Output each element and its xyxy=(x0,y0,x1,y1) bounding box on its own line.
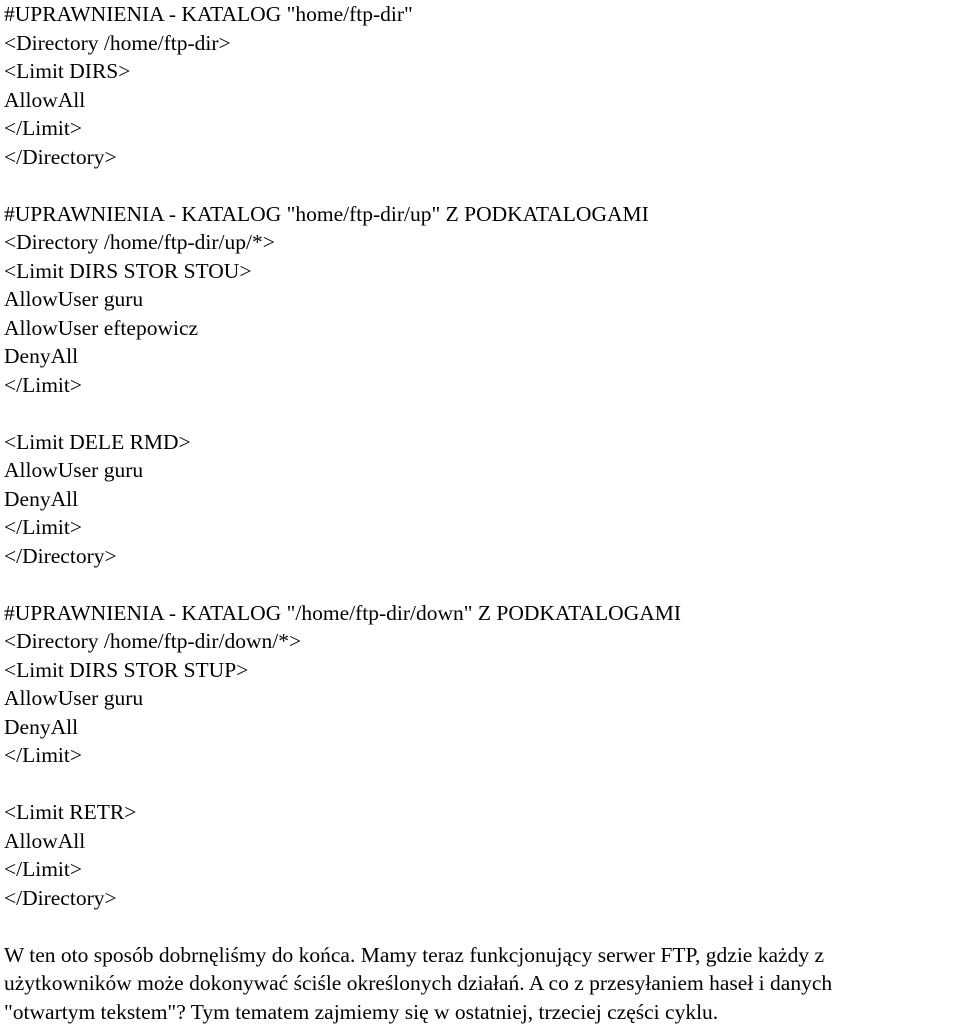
config-line: <Directory /home/ftp-dir/down/*> xyxy=(4,627,958,656)
config-line: <Limit DIRS STOR STUP> xyxy=(4,656,958,685)
config-line: <Limit DELE RMD> xyxy=(4,428,958,457)
paragraph-line: użytkowników może dokonywać ściśle określonych działań. A co z przesyłaniem haseł i danych xyxy=(4,969,960,998)
config-line: #UPRAWNIENIA - KATALOG "home/ftp-dir/up" Z PODKATALOGAMI xyxy=(4,200,958,229)
config-line: #UPRAWNIENIA - KATALOG "home/ftp-dir" xyxy=(4,0,958,29)
config-line: </Directory> xyxy=(4,884,958,913)
paragraph-line: "otwartym tekstem"? Tym tematem zajmiemy się w ostatniej, trzeciej części cyklu. xyxy=(4,998,960,1026)
config-block-ftp-dir xyxy=(4,0,958,171)
config-line: DenyAll xyxy=(4,342,958,371)
document-body xyxy=(4,0,958,1026)
config-line: AllowUser guru xyxy=(4,456,958,485)
config-line: AllowAll xyxy=(4,86,958,115)
config-line: </Limit> xyxy=(4,855,958,884)
blank-line xyxy=(4,770,958,799)
config-line: <Limit DIRS> xyxy=(4,57,958,86)
blank-line xyxy=(4,399,958,428)
config-line: <Directory /home/ftp-dir/up/*> xyxy=(4,228,958,257)
config-block-ftp-dir-up-delete xyxy=(4,428,958,571)
config-line: DenyAll xyxy=(4,485,958,514)
config-block-ftp-dir-down-retr xyxy=(4,798,958,912)
paragraph-line: W ten oto sposób dobrnęliśmy do końca. Mamy teraz funkcjonujący serwer FTP, gdzie każdy z xyxy=(4,941,960,970)
config-line: AllowUser guru xyxy=(4,684,958,713)
blank-line xyxy=(4,171,958,200)
config-line: AllowAll xyxy=(4,827,958,856)
config-line: </Limit> xyxy=(4,513,958,542)
config-line: <Directory /home/ftp-dir> xyxy=(4,29,958,58)
config-line: </Directory> xyxy=(4,143,958,172)
config-line: AllowUser guru xyxy=(4,285,958,314)
closing-paragraph xyxy=(4,941,960,1026)
config-line: #UPRAWNIENIA - KATALOG "/home/ftp-dir/down" Z PODKATALOGAMI xyxy=(4,599,958,628)
config-block-ftp-dir-down xyxy=(4,599,958,770)
config-line: </Limit> xyxy=(4,114,958,143)
config-line: </Limit> xyxy=(4,741,958,770)
config-line: </Limit> xyxy=(4,371,958,400)
config-line: DenyAll xyxy=(4,713,958,742)
blank-line xyxy=(4,570,958,599)
config-line: <Limit DIRS STOR STOU> xyxy=(4,257,958,286)
config-line: </Directory> xyxy=(4,542,958,571)
config-line: <Limit RETR> xyxy=(4,798,958,827)
config-block-ftp-dir-up xyxy=(4,200,958,400)
config-line: AllowUser eftepowicz xyxy=(4,314,958,343)
blank-line xyxy=(4,912,958,941)
